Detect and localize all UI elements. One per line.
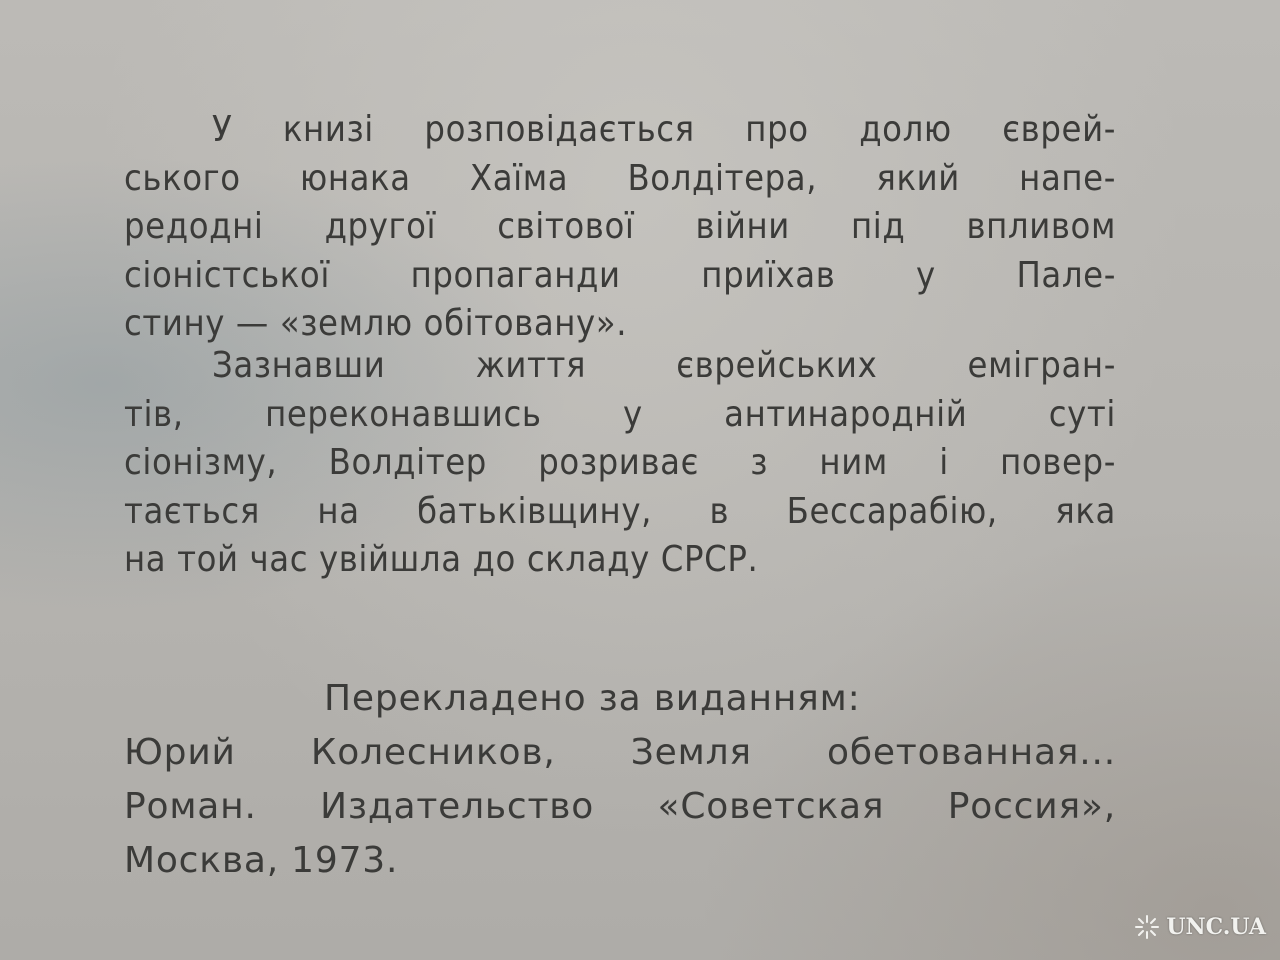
text-line: стину — «землю обітовану». — [124, 303, 628, 344]
text-line: Зазнавши життя єврейських емігран- — [212, 345, 1116, 386]
text-line: сіоністської пропаганди приїхав у Пале- — [124, 254, 1116, 296]
text-line: ського юнака Хаїма Волдітера, який напе- — [124, 157, 1116, 199]
text-line: редодні другої світової війни під впливом — [124, 206, 1116, 247]
summary-paragraph-1 — [124, 106, 1116, 349]
site-watermark — [1134, 914, 1266, 940]
watermark-text: UNC.UA — [1166, 914, 1266, 940]
source-line: Москва, 1973. — [124, 840, 399, 881]
source-line: Роман. Издательство «Советская Россия», — [124, 786, 1116, 827]
starburst-icon — [1134, 914, 1160, 940]
summary-paragraph-2 — [124, 342, 1116, 585]
translation-heading: Перекладено за виданням: — [324, 678, 861, 719]
text-line: на той час увійшла до складу СРСР. — [124, 539, 759, 580]
text-line: сіонізму, Волдітер розриває з ним і повер- — [124, 442, 1116, 483]
text-line: тається на батьківщину, в Бессарабію, яка — [124, 490, 1116, 532]
translation-note — [124, 672, 1116, 888]
text-line: тів, переконавшись у антинародній суті — [124, 393, 1116, 435]
source-line: Юрий Колесников, Земля обетованная... — [124, 732, 1116, 773]
text-line: У книзі розповідається про долю єврей- — [212, 109, 1116, 150]
